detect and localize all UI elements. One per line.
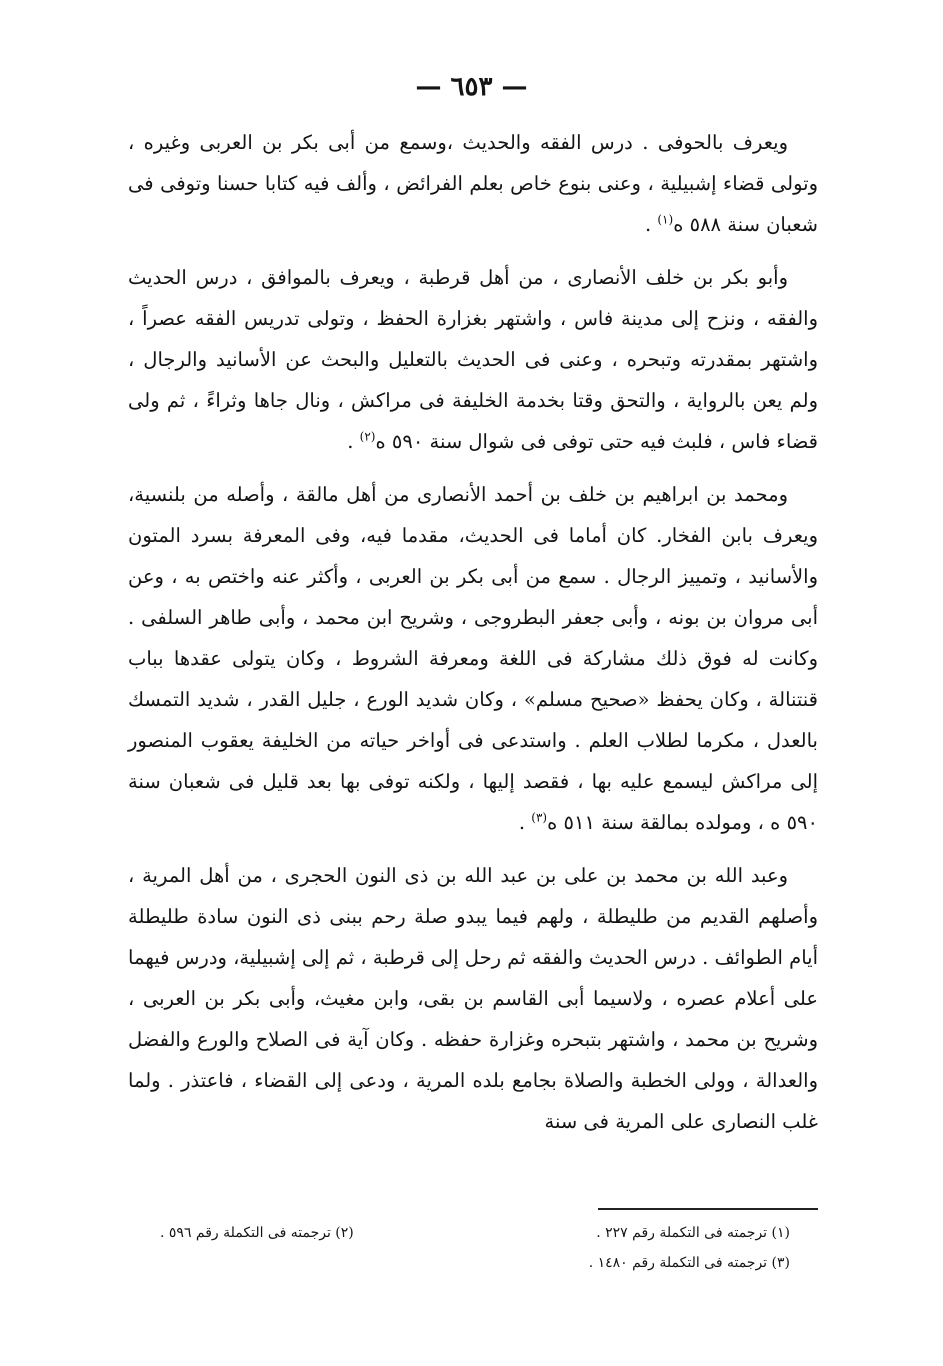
paragraph-text: ومحمد بن ابراهيم بن خلف بن أحمد الأنصارى من أهل مالقة ، وأصله من بلنسية، ويعرف بابن الفخار. كان أماما فى الحديث، مقدما فيه، وفى المعرفة بسرد المتون والأسانيد ، وتمييز الرجال . سمع من أبى بكر بن العربى ، وأكثر عنه واختص به ، وعن أبى مروان بن بونه ، وأبى جعفر البطروجى ، وشريح ابن محمد ، وأبى طاهر السلفى . وكانت له فوق ذلك مشاركة فى اللغة ومعرفة الشروط ، وكان يتولى عقدها بباب قنتنالة ، وكان يحفظ «صحيح مسلم» ، وكان شديد الورع ، جليل القدر ، شديد التمسك بالعدل ، مكرما لطلاب العلم . واستدعى فى أواخر حياته من الخليفة يعقوب المنصور إلى مراكش ليسمع عليه بها ، فقصد إليها ، ولكنه توفى بها بعد قليل فى شعبان سنة ٥٩٠ ه ، ومولده بمالقة سنة ٥١١ ه	[128, 483, 818, 834]
footnote-row	[160, 1248, 790, 1278]
page-number: — ٦٥٣ —	[415, 72, 528, 102]
paragraph-text: وأبو بكر بن خلف الأنصارى ، من أهل قرطبة ، ويعرف بالموافق ، درس الحديث والفقه ، ونزح إلى مدينة فاس ، واشتهر بغزارة الحفظ ، وتولى تدريس الفقه عصراً ، واشتهر بمقدرته وتبحره ، وعنى فى الحديث بالتعليل والبحث عن الأسانيد والرجال ، ولم يعن بالرواية ، والتحق وقتا بخدمة الخليفة فى مراكش ، ونال جاها وثراءً ، ثم ولى قضاء فاس ، فلبث فيه حتى توفى فى شوال سنة ٥٩٠ ه	[128, 266, 818, 453]
paragraph-1	[128, 122, 818, 245]
paragraph-4	[128, 855, 818, 1142]
footnote-2: (٢) ترجمته فى التكملة رقم ٥٩٦ .	[160, 1225, 354, 1241]
footnotes	[160, 1218, 790, 1278]
paragraph-end: .	[518, 811, 532, 834]
paragraph-3	[128, 474, 818, 843]
paragraph-end: .	[347, 430, 360, 453]
paragraph-end: .	[644, 213, 658, 236]
footnote-ref[interactable]: (٢)	[359, 429, 376, 444]
footnote-divider	[598, 1208, 818, 1210]
footnote-3: (٣) ترجمته فى التكملة رقم ١٤٨٠ .	[588, 1255, 790, 1271]
footnote-1: (١) ترجمته فى التكملة رقم ٢٢٧ .	[596, 1225, 790, 1241]
paragraph-2	[128, 257, 818, 462]
footnote-ref[interactable]: (١)	[657, 212, 674, 227]
body-text	[128, 122, 818, 1154]
footnote-ref[interactable]: (٣)	[531, 810, 548, 825]
paragraph-text: وعبد الله بن محمد بن على بن عبد الله بن ذى النون الحجرى ، من أهل المرية ، وأصلهم القديم من طليطلة ، ولهم فيما يبدو صلة رحم ببنى ذى النون سادة طليطلة أيام الطوائف . درس الحديث والفقه ثم رحل إلى قرطبة ، ثم إلى إشبيلية، ودرس فيهما على أعلام عصره ، ولاسيما أبى القاسم بن بقى، وابن مغيث، وأبى بكر بن العربى ، وشريح بن محمد ، واشتهر بتبحره وغزارة حفظه . وكان آية فى الصلاح والورع والفضل والعدالة ، وولى الخطبة والصلاة بجامع بلده المرية ، ودعى إلى القضاء ، فاعتذر . ولما غلب النصارى على المرية فى سنة	[128, 864, 818, 1133]
footnote-row	[160, 1218, 790, 1248]
paragraph-text: ويعرف بالحوفى . درس الفقه والحديث ،وسمع من أبى بكر بن العربى وغيره ، وتولى قضاء إشبيلية ، وعنى بنوع خاص بعلم الفرائض ، وألف فيه كتابا حسنا وتوفى فى شعبان سنة ٥٨٨ ه	[128, 131, 818, 236]
